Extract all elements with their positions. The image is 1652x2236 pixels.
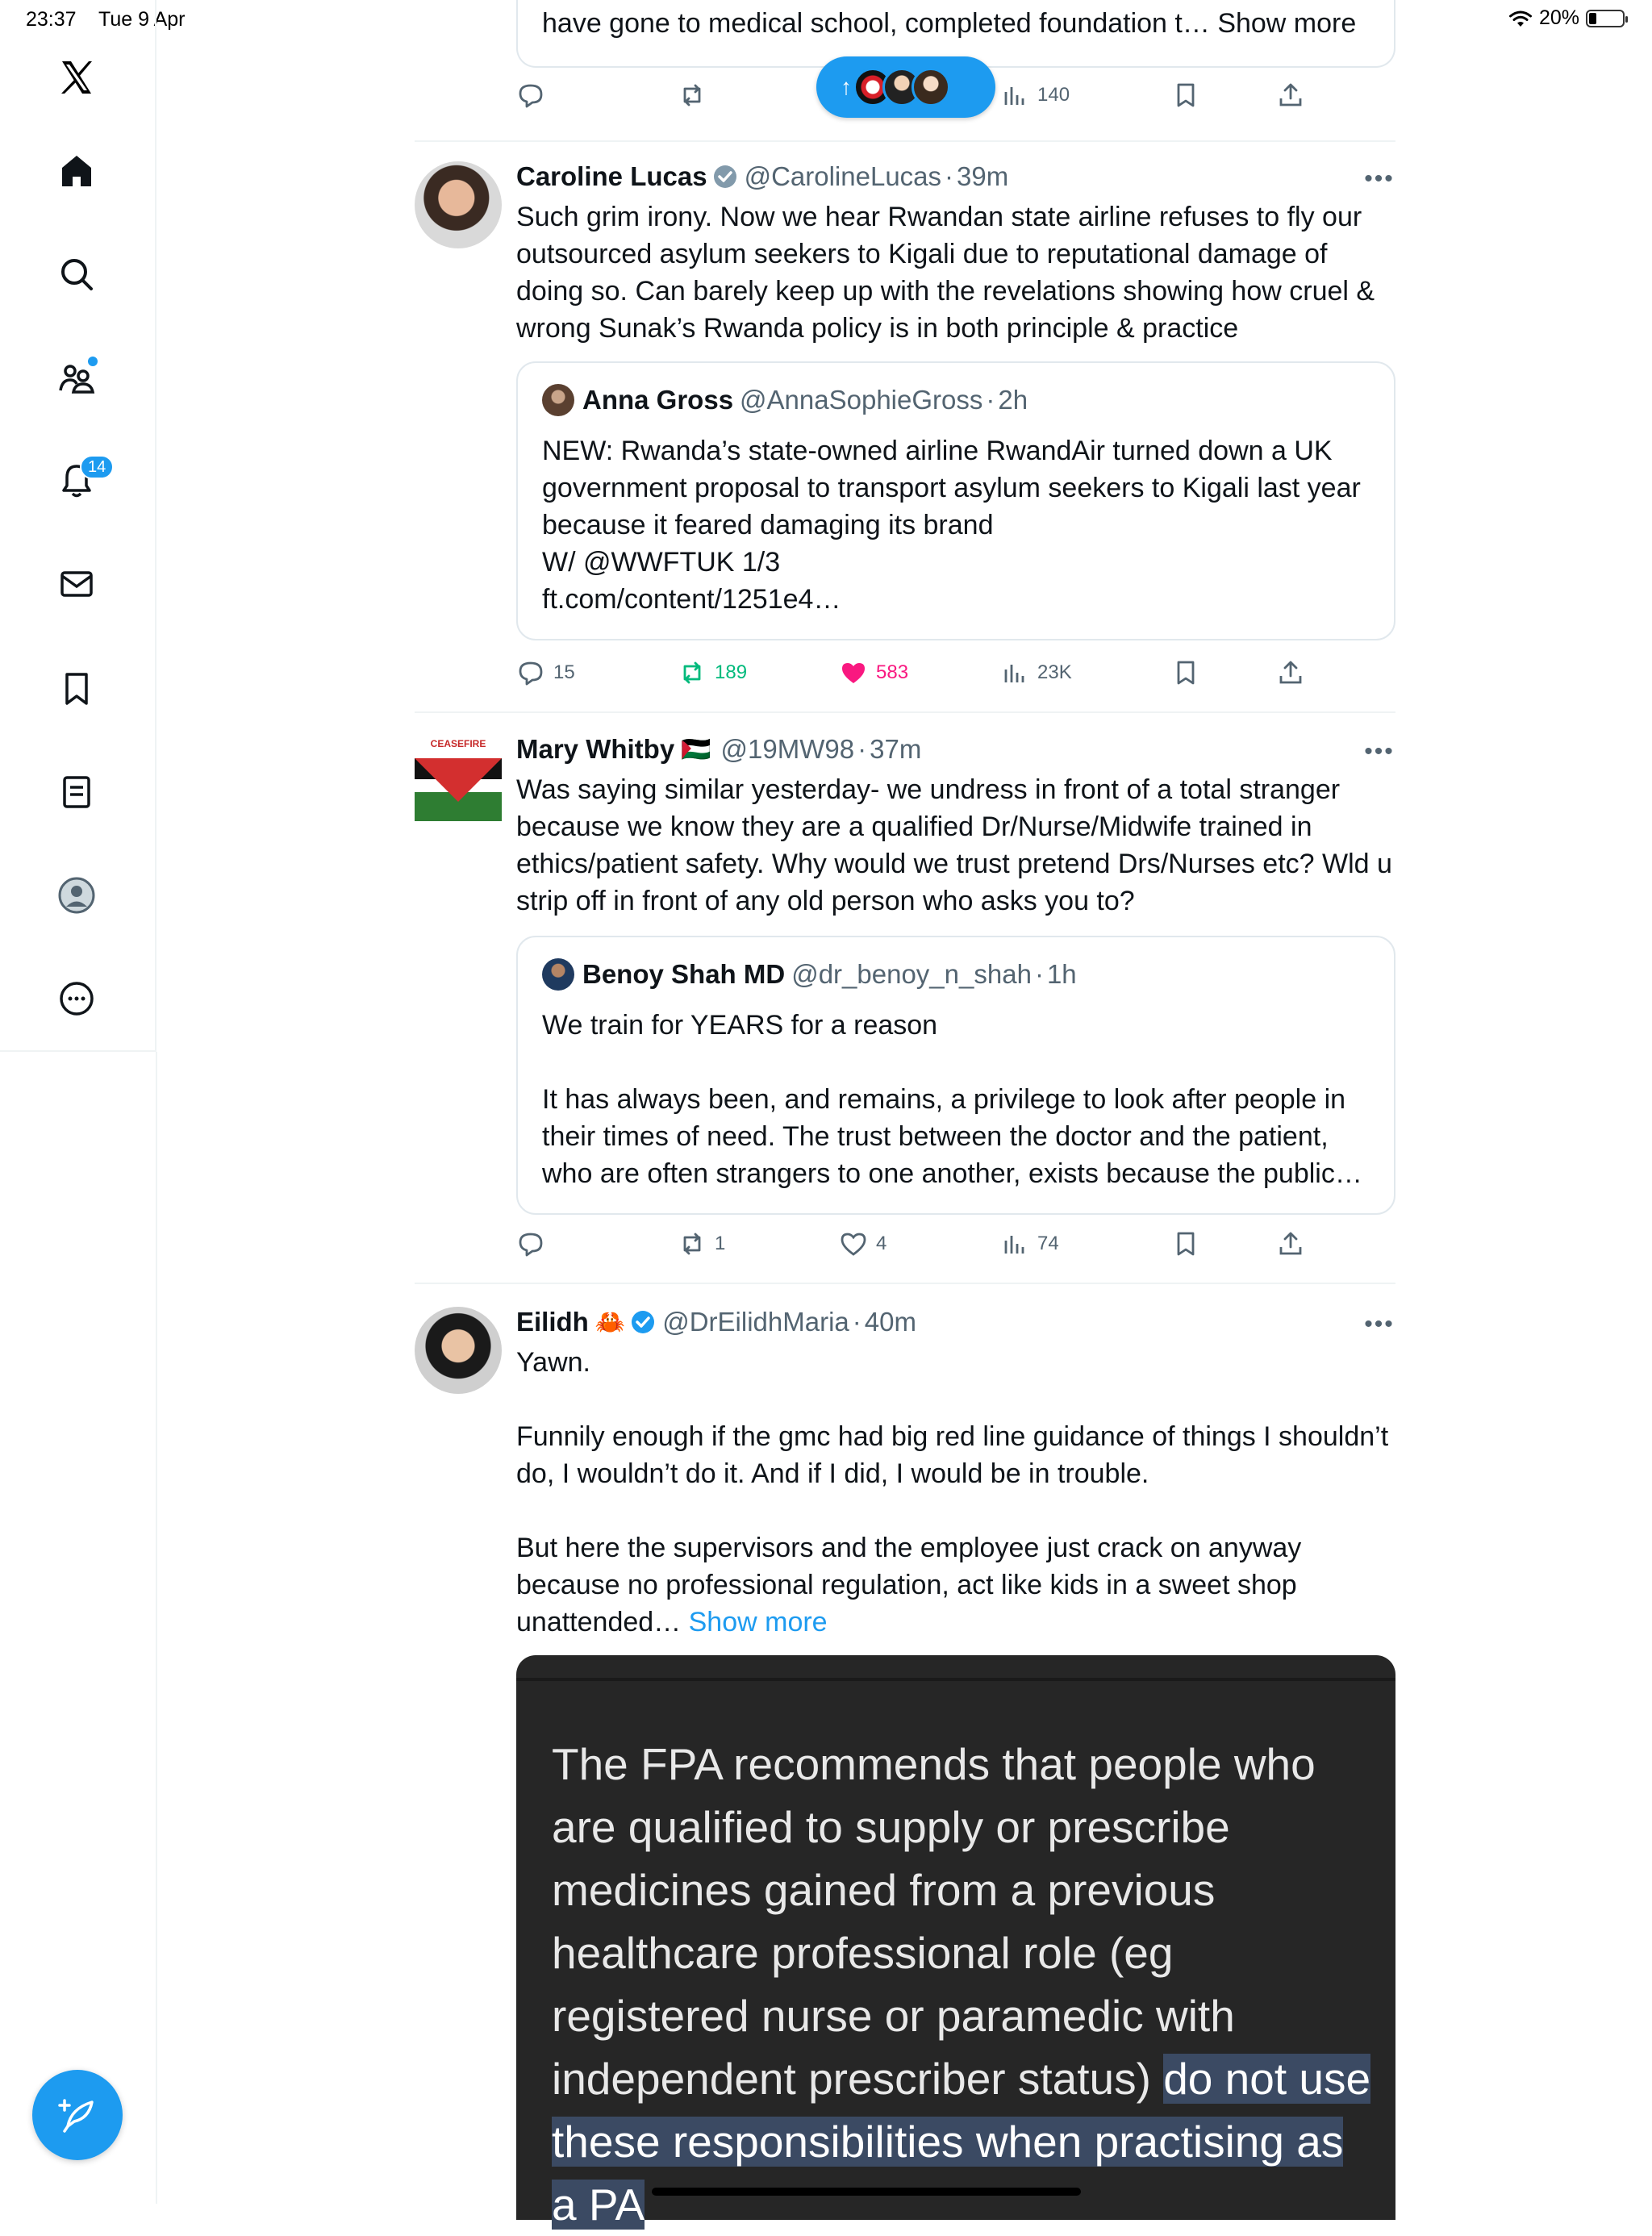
- quote-text: NEW: Rwanda’s state-owned airline RwandAir turned down a UK government proposal to transport asylum seekers to Kigali last year because it feared damaging its brand W/ @WWFTUK 1/3 ft.com/content/1251e4…: [542, 436, 1361, 615]
- compose-feather-icon: [56, 2094, 98, 2136]
- tweet-more-options-icon[interactable]: •••: [1364, 165, 1395, 192]
- views-count: 140: [1037, 84, 1070, 106]
- previous-quote-text: [542, 8, 1356, 40]
- author-name[interactable]: Caroline Lucas: [516, 161, 707, 191]
- quote-text: We train for YEARS for a reason It has always been, and remains, a privilege to look after people in their times of need. The trust between the doctor and the patient, who are often strangers to one another, exists because the public…: [542, 1010, 1362, 1189]
- quoted-tweet[interactable]: [516, 936, 1395, 1215]
- like-count: 583: [876, 661, 909, 683]
- tweet-actions: [516, 1229, 1395, 1270]
- tweet-text-body: Yawn. Funnily enough if the gmc had big red line guidance of things I shouldn’t do, I wouldn’t do it. And if I did, I would be in trouble. But here the supervisors and the employee just crack on anyway because no professional regulation, act like kids in a sweet shop unattended…: [516, 1347, 1389, 1637]
- separator-dot: ·: [945, 161, 954, 191]
- bookmark-icon: [1171, 81, 1200, 110]
- views-chart-icon: [1000, 658, 1029, 687]
- media-text-highlight: do not use these responsibilities when practising as a PA: [552, 2054, 1371, 2230]
- tweet-actions: [516, 658, 1395, 699]
- verified-badge-icon: [712, 164, 738, 190]
- compose-post-button[interactable]: [32, 2070, 123, 2160]
- new-posts-pill[interactable]: [816, 56, 995, 118]
- reply-button[interactable]: [516, 1229, 545, 1258]
- crab-emoji: 🦀: [594, 1308, 626, 1336]
- repost-icon: [678, 81, 707, 110]
- share-button[interactable]: [1276, 658, 1305, 687]
- tweet-text: [516, 1344, 1395, 1641]
- quote-time: 2h: [998, 385, 1028, 415]
- repost-icon: [678, 658, 707, 687]
- arrow-up-icon: ↑: [841, 74, 852, 99]
- tweet-header: [516, 161, 1008, 192]
- tweet-divider: [415, 1283, 1395, 1284]
- show-more-link[interactable]: Show more: [688, 1607, 828, 1637]
- reply-icon: [516, 81, 545, 110]
- battery-percent: 20%: [1538, 6, 1579, 29]
- tweet-media-image[interactable]: [516, 1655, 1395, 2230]
- tweet-time[interactable]: 37m: [870, 734, 922, 764]
- media-text-plain: The FPA recommends that people who are qualified to supply or prescribe medicines gained from a previous healthcare professional role (eg registered nurse or paramedic with independent prescriber status): [552, 1739, 1316, 2104]
- palestine-flag-avatar: [415, 734, 502, 821]
- communities-icon[interactable]: [54, 355, 99, 400]
- heart-filled-icon: [839, 658, 868, 687]
- tweet-time[interactable]: 40m: [864, 1307, 916, 1337]
- quoted-tweet[interactable]: [516, 361, 1395, 640]
- like-button[interactable]: [839, 658, 908, 687]
- tweet-divider: [415, 140, 1395, 142]
- quote-author-name: Benoy Shah MD: [582, 959, 786, 989]
- reply-button[interactable]: [516, 658, 575, 687]
- views-count: 23K: [1037, 661, 1072, 683]
- tweet-more-options-icon[interactable]: •••: [1364, 738, 1395, 765]
- author-name[interactable]: Mary Whitby: [516, 734, 675, 764]
- home-icon[interactable]: [54, 148, 99, 194]
- messages-envelope-icon[interactable]: [54, 561, 99, 607]
- quote-avatar: [542, 384, 574, 416]
- status-date: Tue 9 Apr: [98, 8, 186, 31]
- repost-button[interactable]: [678, 1229, 725, 1258]
- views-stat[interactable]: [1000, 1229, 1059, 1258]
- x-logo-icon[interactable]: [54, 55, 99, 100]
- heart-icon: [839, 1229, 868, 1258]
- home-indicator[interactable]: [652, 2188, 1081, 2196]
- avatar[interactable]: [415, 1307, 502, 1394]
- reply-icon: [516, 658, 545, 687]
- separator-dot: ·: [852, 1307, 861, 1337]
- tweet-header: [516, 734, 921, 765]
- tweet-header: [516, 1307, 916, 1337]
- like-count: 4: [876, 1233, 887, 1254]
- repost-count: 1: [715, 1233, 726, 1254]
- author-handle[interactable]: @CarolineLucas: [744, 161, 942, 191]
- bookmarks-icon[interactable]: [54, 666, 99, 711]
- share-button[interactable]: [1276, 81, 1305, 110]
- lists-icon[interactable]: [54, 770, 99, 815]
- sidebar: [0, 0, 156, 1052]
- notifications-bell-icon[interactable]: [54, 457, 106, 503]
- new-post-avatar: [912, 68, 950, 106]
- wifi-icon: [1508, 9, 1533, 28]
- status-time: 23:37: [26, 8, 77, 31]
- quote-header: [542, 958, 1077, 991]
- bookmark-icon: [1171, 658, 1200, 687]
- previous-show-more-link[interactable]: Show more: [1217, 8, 1357, 39]
- reply-button[interactable]: [516, 81, 545, 110]
- tweet-divider: [415, 711, 1395, 713]
- reply-icon: [516, 1229, 545, 1258]
- reply-count: 15: [553, 661, 575, 683]
- like-button[interactable]: [839, 1229, 886, 1258]
- share-icon: [1276, 658, 1305, 687]
- repost-button[interactable]: [678, 658, 747, 687]
- views-count: 74: [1037, 1233, 1059, 1254]
- share-button[interactable]: [1276, 1229, 1305, 1258]
- status-right: [1508, 6, 1625, 30]
- separator-dot: ·: [1034, 959, 1044, 989]
- svg-text:CEASEFIRE: CEASEFIRE: [430, 738, 486, 749]
- avatar[interactable]: [415, 734, 502, 821]
- share-icon: [1276, 81, 1305, 110]
- views-stat[interactable]: [1000, 81, 1070, 110]
- tweet-text: Was saying similar yesterday- we undress in front of a total stranger because we know they are a qualified Dr/Nurse/Midwife trained in ethics/patient safety. Why would we trust pretend Drs/Nurses etc? Wld u strip off in front of any old person who asks you to?: [516, 774, 1400, 916]
- palestine-flag-emoji: 🇵🇸: [681, 736, 711, 763]
- repost-count: 189: [715, 661, 748, 683]
- battery-icon: [1586, 10, 1625, 27]
- author-handle[interactable]: @DrEilidhMaria: [662, 1307, 849, 1337]
- avatar[interactable]: [415, 161, 502, 248]
- notifications-count-badge: 14: [80, 455, 114, 479]
- media-top-bar: [516, 1678, 1395, 1681]
- separator-dot: ·: [857, 734, 867, 764]
- sidebar-divider: [156, 1052, 157, 2204]
- quote-author-handle: @dr_benoy_n_shah: [791, 959, 1032, 989]
- quote-header: [542, 384, 1028, 416]
- share-icon: [1276, 1229, 1305, 1258]
- views-stat[interactable]: [1000, 658, 1072, 687]
- search-icon[interactable]: [54, 252, 99, 297]
- profile-avatar-icon[interactable]: [54, 873, 99, 918]
- more-options-icon[interactable]: [54, 976, 99, 1021]
- bookmark-button[interactable]: [1171, 1229, 1200, 1258]
- views-chart-icon: [1000, 81, 1029, 110]
- previous-quote-snippet: have gone to medical school, completed foundation t…: [542, 8, 1210, 39]
- separator-dot: ·: [986, 385, 995, 415]
- repost-button[interactable]: [678, 81, 707, 110]
- tweet-time[interactable]: 39m: [957, 161, 1009, 191]
- author-name[interactable]: Eilidh: [516, 1307, 589, 1337]
- author-handle[interactable]: @19MW98: [720, 734, 855, 764]
- verified-badge-icon: [630, 1309, 656, 1335]
- quote-author-handle: @AnnaSophieGross: [740, 385, 983, 415]
- repost-icon: [678, 1229, 707, 1258]
- bookmark-button[interactable]: [1171, 658, 1200, 687]
- quote-author-name: Anna Gross: [582, 385, 734, 415]
- communities-dot-badge: [88, 357, 98, 366]
- tweet-text: Such grim irony. Now we hear Rwandan state airline refuses to fly our outsourced asylum seekers to Kigali due to reputational damage of doing so. Can barely keep up with the revelations showing how cruel & wrong Sunak’s Rwanda policy is in both principle & practice: [516, 202, 1383, 344]
- tweet-more-options-icon[interactable]: •••: [1364, 1311, 1395, 1337]
- quote-avatar: [542, 958, 574, 991]
- views-chart-icon: [1000, 1229, 1029, 1258]
- quote-time: 1h: [1046, 959, 1077, 989]
- bookmark-icon: [1171, 1229, 1200, 1258]
- media-image-text: [552, 1733, 1375, 2236]
- bookmark-button[interactable]: [1171, 81, 1200, 110]
